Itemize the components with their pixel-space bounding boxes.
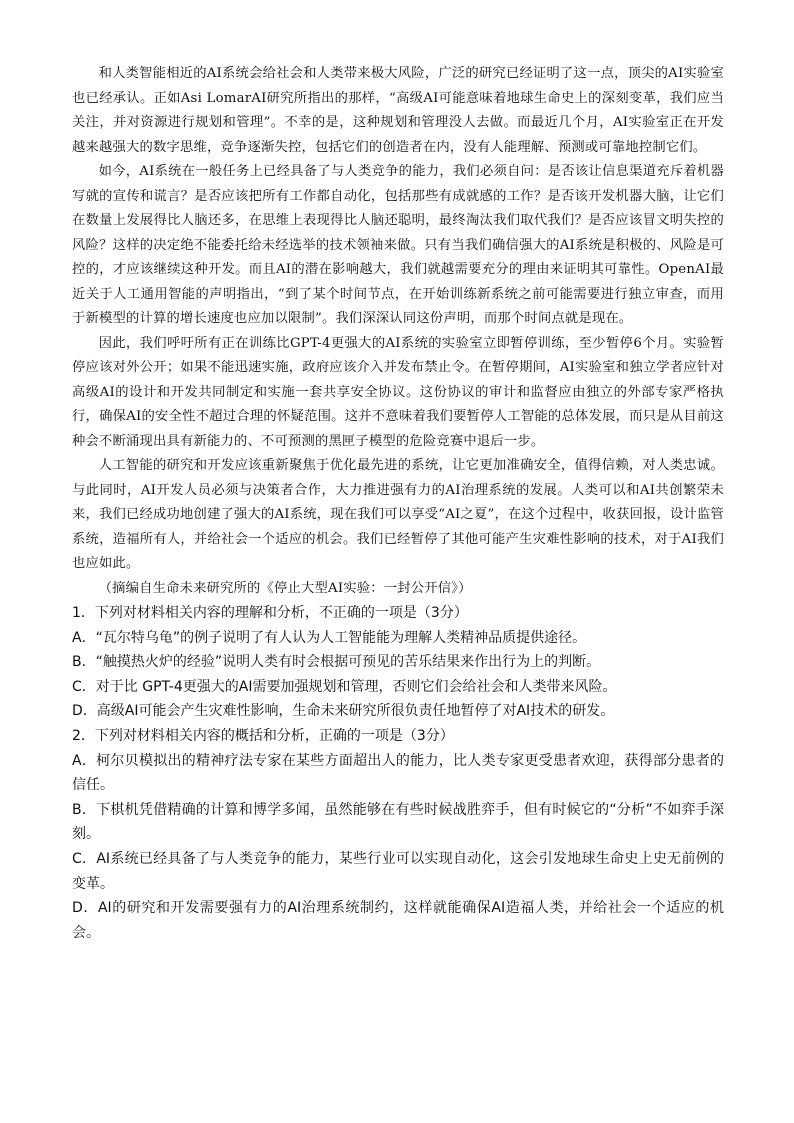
question-stem: 1．下列对材料相关内容的理解和分析，不正确的一项是（3分） [72, 605, 468, 621]
passage-paragraph-2: 如今，AI系统在一般任务上已经具备了与人类竞争的能力，我们必须自问：是否该让信息渠道充斥着机器写就的宣传和谎言？是否应该把所有工作都自动化，包括那些有成就感的工作？是否该开发机器大脑，让它们在数量上发展得比人脑还多，在思维上表现得比人脑还聪明，最终淘汰我们取代我们？是否应该冒文明失控的风险？这样的决定绝不能委托给未经选举的技术领袖来做。只有当我们确信强大的AI系统是积极的、风险是可控的，才应该继续这种开发。而且AI的潜在影响越大，我们就越需要充分的理由来证明其可靠性。OpenAI最近关于人工通用智能的声明指出，“到了某个时间节点，在开始训练新系统之前可能需要进行独立审查，而用于新模型的计算的增长速度也应加以限制”。我们深深认同这份声明，而那个时间点就是现在。 [72, 164, 724, 326]
passage-source: （摘编自生命未来研究所的《停止大型AI实验：一封公开信》） [98, 580, 472, 596]
passage-paragraph-1: 和人类智能相近的AI系统会给社会和人类带来极大风险，广泛的研究已经证明了这一点，顶尖的AI实验室也已经承认。正如Asi LomarAI研究所指出的那样，“高级AI可能意味着地球生命史上的深刻变革，我们应当关注，并对资源进行规划和管理”。不幸的是，这种规划和管理没人去做。而最近几个月，AI实验室正在开发越来越强大的数字思维，竞争逐渐失控，包括它们的创造者在内，没有人能理解、预测或可靠地控制它们。 [72, 66, 724, 155]
option-c: C．AI系统已经具备了与人类竞争的能力，某些行业可以实现自动化，这会引发地球生命史上史无前例的变革。 [72, 850, 724, 892]
question-1 [72, 601, 724, 724]
question-list [72, 601, 724, 945]
passage-paragraph-3: 因此，我们呼吁所有正在训练比GPT-4更强大的AI系统的实验室立即暂停训练，至少暂停6个月。实验暂停应该对外公开；如果不能迅速实施，政府应该介入并发布禁止令。在暂停期间，AI实验室和独立学者应针对高级AI的设计和开发共同制定和实施一套共享安全协议。这份协议的审计和监督应由独立的外部专家严格执行，确保AI的安全性不超过合理的怀疑范围。这并不意味着我们要暂停人工智能的总体发展，而只是从目前这种会不断涌现出具有新能力的、不可预测的黑匣子模型的危险竞赛中退后一步。 [72, 335, 724, 449]
question-stem: 2．下列对材料相关内容的概括和分析，正确的一项是（3分） [72, 727, 454, 744]
option-b: B．下棋机凭借精确的计算和博学多闻，虽然能够在有些时候战胜弈手，但有时候它的“分析”不如弈手深刻。 [72, 801, 724, 843]
option-b: B．“触摸热火炉的经验”说明人类有时会根据可预见的苦乐结果来作出行为上的判断。 [72, 654, 601, 671]
option-a: A．柯尔贝模拟出的精神疗法专家在某些方面超出人的能力，比人类专家更受患者欢迎，获得部分患者的信任。 [72, 752, 724, 794]
option-c: C．对于比 GPT-4更强大的AI需要加强规划和管理，否则它们会给社会和人类带来风险。 [72, 678, 617, 695]
option-d: D．高级AI可能会产生灾难性影响，生命未来研究所很负责任地暂停了对AI技术的研发。 [72, 703, 615, 720]
reading-passage [72, 62, 724, 601]
option-a: A．“瓦尔特乌龟”的例子说明了有人认为人工智能能为理解人类精神品质提供途径。 [72, 629, 587, 646]
option-d: D．AI的研究和开发需要强有力的AI治理系统制约，这样就能确保AI造福人类，并给社会一个适应的机会。 [72, 900, 724, 941]
question-2 [72, 724, 724, 945]
passage-paragraph-4: 人工智能的研究和开发应该重新聚焦于优化最先进的系统，让它更加准确安全，值得信赖，对人类忠诚。与此同时，AI开发人员必须与决策者合作，大力推进强有力的AI治理系统的发展。人类可以和AI共创繁荣未来，我们已经成功地创建了强大的AI系统，现在我们可以享受“AI之夏”，在这个过程中，收获回报，设计监管系统，造福所有人，并给社会一个适应的机会。我们已经暂停了其他可能产生灾难性影响的技术，对于AI我们也应如此。 [72, 458, 724, 571]
